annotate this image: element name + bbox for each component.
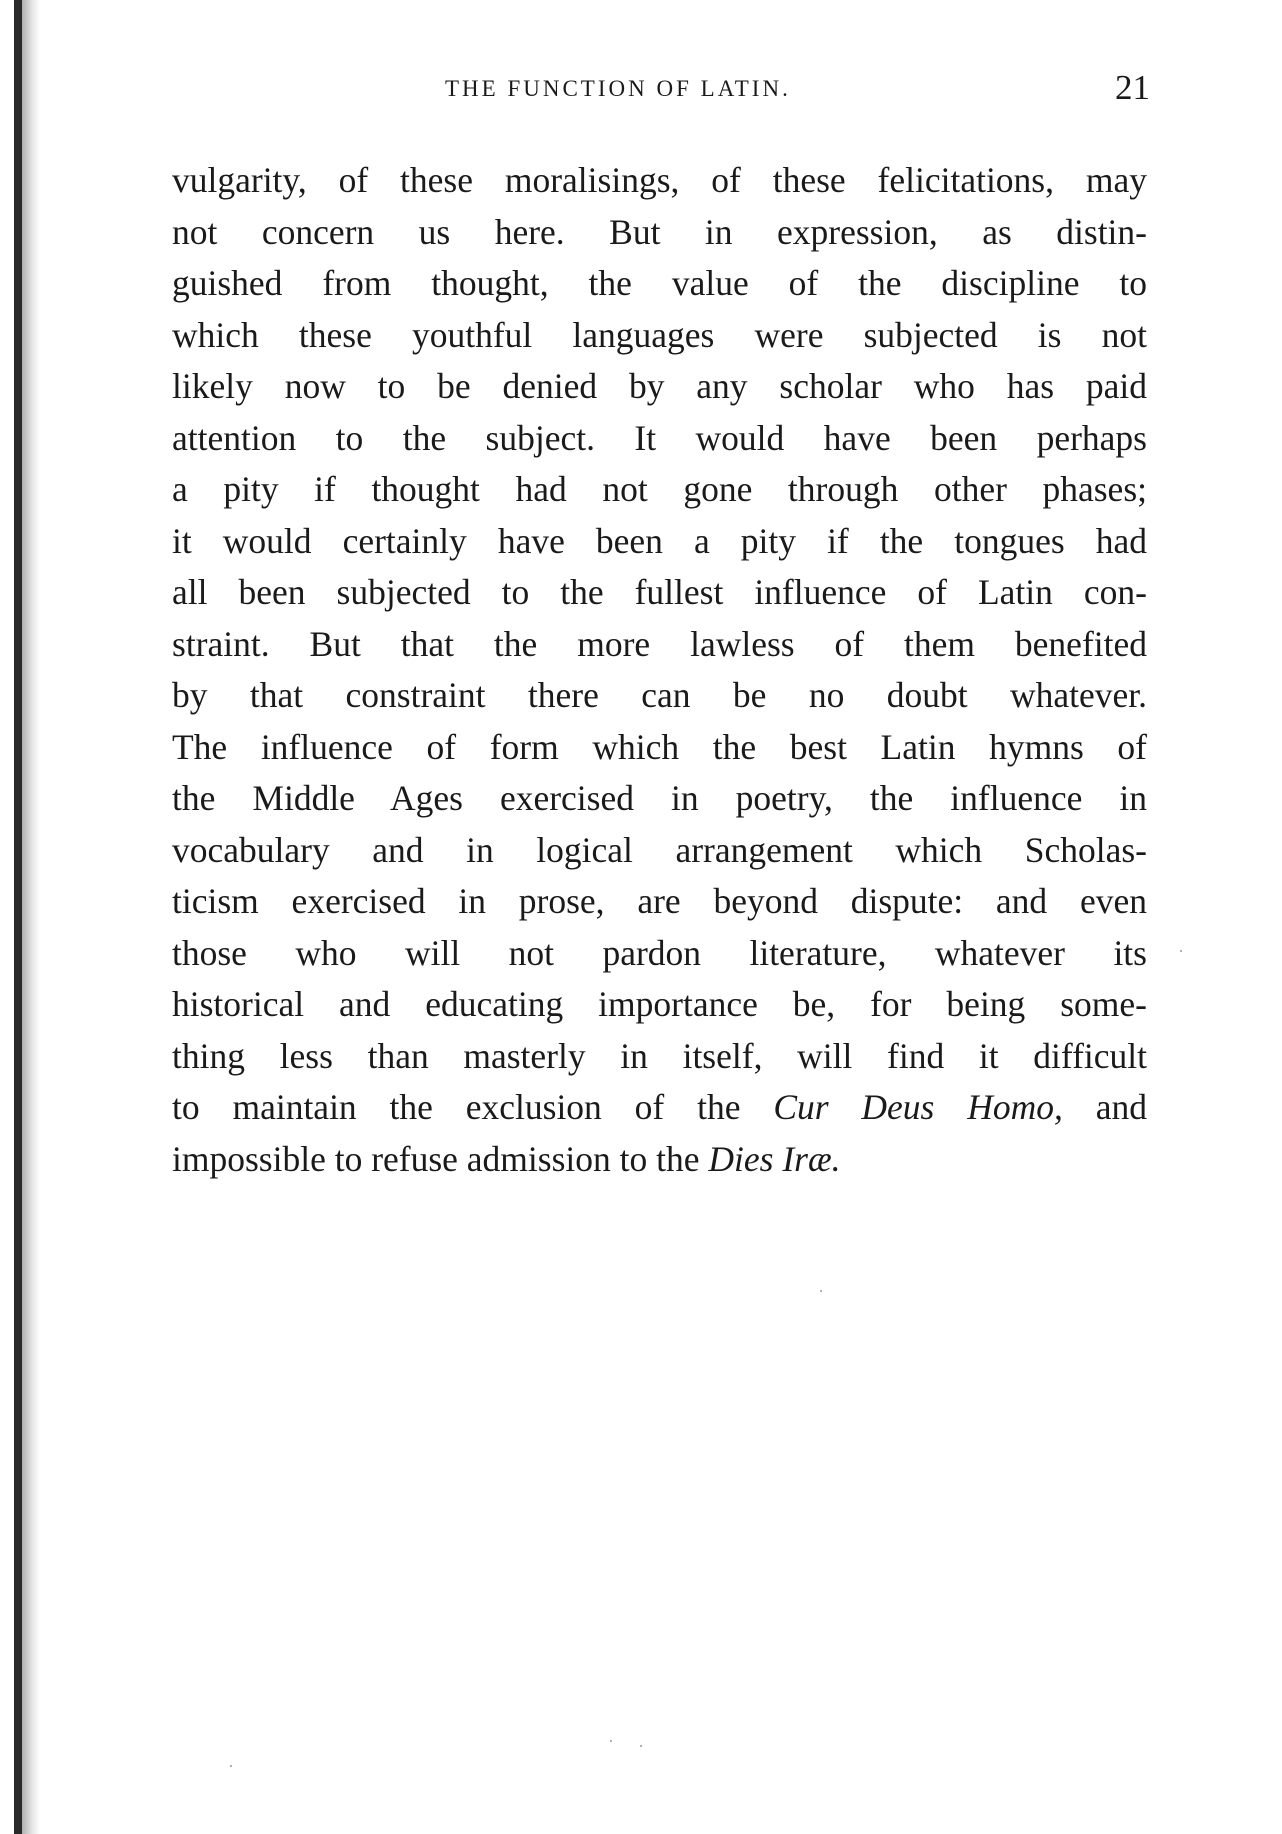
text-line: straint. But that the more lawless of them benefited	[172, 623, 1147, 664]
text-line: those who will not pardon literature, whatever its	[172, 932, 1147, 973]
binding-edge-gradient	[22, 0, 40, 1834]
text-run: and	[1062, 1087, 1147, 1127]
text-line-final	[172, 1134, 1147, 1186]
scan-speck	[640, 1745, 642, 1747]
scan-speck	[610, 1740, 612, 1742]
work-title-dies-irae: Dies Iræ.	[708, 1138, 841, 1179]
text-line: a pity if thought had not gone through other phases;	[172, 469, 1147, 509]
running-head	[170, 66, 1150, 116]
text-line: historical and educating importance be, for being some-	[172, 984, 1147, 1024]
text-line: not concern us here. But in expression, as distin-	[172, 211, 1147, 252]
binding-edge-shadow	[14, 0, 22, 1834]
scanned-page-edge	[0, 0, 48, 1834]
text-line	[172, 1082, 1147, 1134]
work-title-cur-deus-homo: Cur Deus Homo,	[773, 1087, 1063, 1127]
text-line: The influence of form which the best Latin hymns of	[172, 726, 1147, 767]
text-line: thing less than masterly in itself, will find it difficult	[172, 1035, 1147, 1076]
text-line: which these youthful languages were subjected is not	[172, 314, 1147, 355]
scan-speck	[1180, 950, 1182, 952]
text-line: vulgarity, of these moralisings, of these felicitations, may	[172, 160, 1147, 200]
text-line: vocabulary and in logical arrangement which Scholas-	[172, 829, 1147, 870]
text-line: attention to the subject. It would have been perhaps	[172, 417, 1147, 458]
running-title: THE FUNCTION OF LATIN.	[445, 76, 791, 101]
text-line: likely now to be denied by any scholar who has paid	[172, 366, 1147, 406]
text-run: impossible to refuse admission to the	[172, 1138, 709, 1179]
text-run: to maintain the exclusion of the	[172, 1087, 774, 1127]
body-text	[172, 155, 1147, 1185]
text-line: the Middle Ages exercised in poetry, the influence in	[172, 778, 1147, 818]
text-line: ticism exercised in prose, are beyond dispute: and even	[172, 881, 1147, 921]
text-line: guished from thought, the value of the discipline to	[172, 263, 1147, 303]
text-line: all been subjected to the fullest influence of Latin con-	[172, 572, 1147, 612]
text-line: it would certainly have been a pity if the tongues had	[172, 520, 1147, 561]
page-number: 21	[1115, 68, 1150, 107]
text-line: by that constraint there can be no doubt whatever.	[172, 675, 1147, 715]
scan-speck	[230, 1765, 232, 1767]
scan-speck	[820, 1290, 822, 1292]
